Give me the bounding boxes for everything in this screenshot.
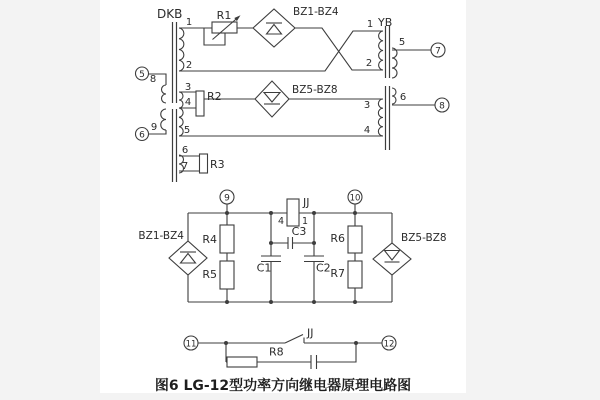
resistor-r1 <box>212 22 237 33</box>
terminal-6-number: 6 <box>139 130 145 141</box>
resistor-r4 <box>220 225 234 253</box>
resistor-r2 <box>196 91 204 116</box>
junction-dot <box>269 241 273 245</box>
junction-dot <box>269 211 273 215</box>
dkb-tap-9-label: 9 <box>150 122 158 133</box>
junction-dot <box>224 341 228 345</box>
dkb-tap-1-label: 1 <box>185 17 193 28</box>
bz5-bz8-top-label: BZ5-BZ8 <box>292 84 338 96</box>
dkb-tap-4-label: 4 <box>184 97 192 108</box>
r2-label: R2 <box>207 90 222 103</box>
r5-label: R5 <box>202 268 217 281</box>
yb-tap-2-label: 2 <box>365 58 373 69</box>
dkb-label: DKB <box>157 7 183 21</box>
terminal-11-number: 11 <box>185 339 197 350</box>
r1-label: R1 <box>216 9 232 22</box>
dkb-tap-6-label: 6 <box>181 145 189 156</box>
yb-label: YB <box>378 16 393 29</box>
dkb-tap-7-label: 7 <box>181 161 189 172</box>
dkb-tap-2-label: 2 <box>185 60 193 71</box>
yb-tap-1-label: 1 <box>366 19 374 30</box>
figure-caption: 图6 LG-12型功率方向继电器原理电路图 <box>154 378 412 394</box>
r8-label: R8 <box>269 345 284 359</box>
junction-dot <box>353 300 357 304</box>
jj-coil-pin-right: 1 <box>301 216 309 227</box>
resistor-r8 <box>227 357 257 367</box>
c3-label: C3 <box>291 225 307 238</box>
r4-label: R4 <box>202 233 217 246</box>
jj-coil-label: JJ <box>303 196 310 209</box>
junction-dot <box>225 300 229 304</box>
bz5-bz8-mid-label: BZ5-BZ8 <box>401 232 447 244</box>
jj-coil-pin-left: 4 <box>277 216 285 227</box>
r3-label: R3 <box>210 158 225 171</box>
jj-contact-label: JJ <box>307 326 314 340</box>
resistor-r5 <box>220 261 234 289</box>
terminal-12-number: 12 <box>383 339 395 350</box>
terminal-7-number: 7 <box>435 46 441 57</box>
yb-tap-6-label: 6 <box>399 92 407 103</box>
resistor-r7 <box>348 261 362 288</box>
terminal-8-number: 8 <box>439 101 445 112</box>
junction-dot <box>312 300 316 304</box>
yb-tap-4-label: 4 <box>363 125 371 136</box>
junction-dot <box>312 211 316 215</box>
paper-background <box>100 0 466 393</box>
r6-label: R6 <box>330 232 345 245</box>
dkb-tap-8-label: 8 <box>149 74 157 85</box>
c1-label: C1 <box>256 261 272 275</box>
resistor-r3 <box>200 154 208 173</box>
yb-tap-3-label: 3 <box>363 100 371 111</box>
junction-dot <box>354 341 358 345</box>
terminal-10-number: 10 <box>349 193 361 204</box>
jj-relay-coil <box>287 199 299 226</box>
terminal-9-number: 9 <box>224 193 230 204</box>
c2-label: C2 <box>316 261 331 275</box>
bz1-bz4-top-label: BZ1-BZ4 <box>293 6 339 18</box>
junction-dot <box>269 300 273 304</box>
resistor-r6 <box>348 226 362 253</box>
junction-dot <box>353 211 357 215</box>
dkb-tap-3-label: 3 <box>184 82 192 93</box>
terminal-5-number: 5 <box>139 69 145 80</box>
r7-label: R7 <box>330 267 345 280</box>
junction-dot <box>312 241 316 245</box>
yb-tap-5-label: 5 <box>398 37 406 48</box>
bz1-bz4-mid-label: BZ1-BZ4 <box>138 230 184 242</box>
dkb-tap-5-label: 5 <box>183 125 191 136</box>
junction-dot <box>225 211 229 215</box>
